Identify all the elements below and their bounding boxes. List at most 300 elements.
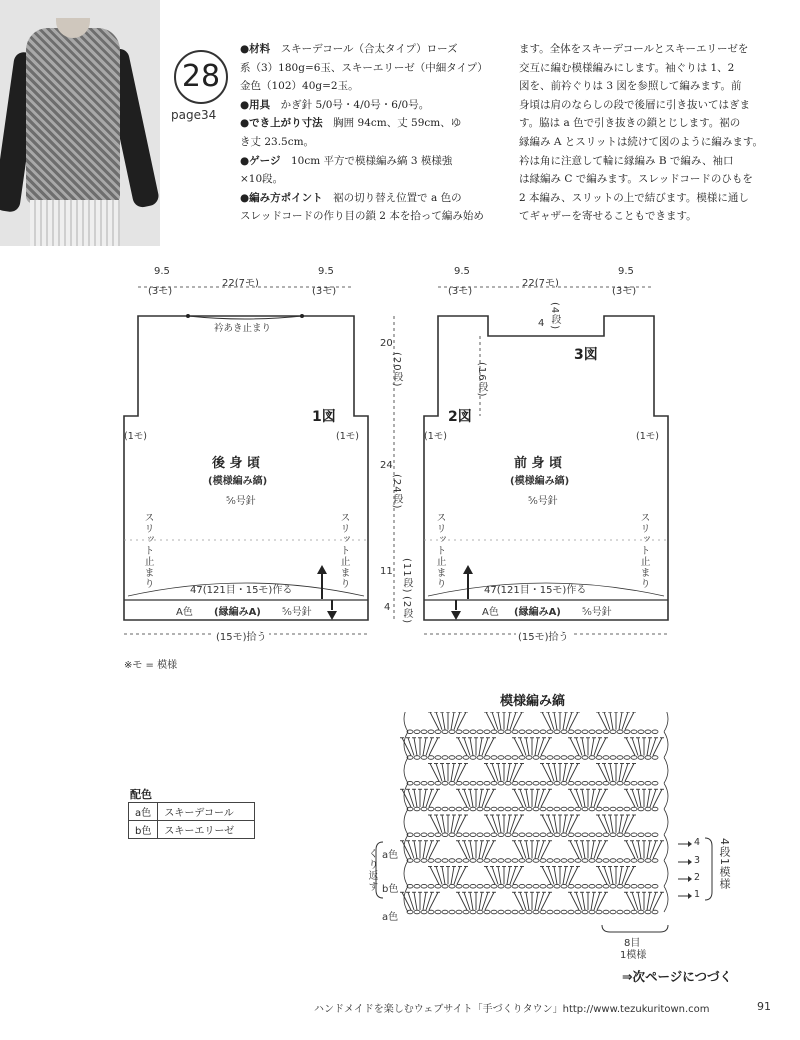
front-side-left: (1モ) [424, 431, 447, 442]
chain-stitch [575, 781, 581, 785]
double-crochet [604, 867, 610, 885]
double-crochet [625, 815, 634, 833]
chain-stitch [484, 859, 490, 863]
double-crochet [541, 738, 550, 756]
back-side-left: (1モ) [124, 431, 147, 442]
description-column-1 [240, 40, 496, 226]
chain-stitch [631, 730, 637, 734]
double-crochet [650, 738, 656, 756]
chain-stitch [596, 756, 602, 760]
double-crochet [604, 815, 610, 833]
chain-stitch [449, 807, 455, 811]
garment-photo [0, 0, 160, 246]
double-crochet [414, 841, 417, 859]
double-crochet [426, 789, 432, 807]
double-crochet [526, 738, 529, 756]
chain-stitch [519, 781, 525, 785]
double-crochet [566, 712, 572, 730]
chain-stitch [512, 730, 518, 734]
pattern-number: 28 [174, 50, 228, 104]
chain-stitch [526, 807, 532, 811]
chain-stitch [505, 833, 511, 837]
chain-stitch [568, 781, 574, 785]
chain-stitch [526, 859, 532, 863]
chain-stitch [603, 884, 609, 888]
chain-stitch [547, 859, 553, 863]
chain-stitch [582, 781, 588, 785]
chain-stitch [484, 756, 490, 760]
chain-stitch [547, 833, 553, 837]
double-crochet [479, 738, 482, 756]
chain-stitch [589, 833, 595, 837]
turning-chain [664, 758, 668, 784]
double-crochet [594, 841, 600, 859]
color-row [129, 803, 255, 821]
chain-stitch [568, 756, 574, 760]
chain-stitch [512, 910, 518, 914]
chain-stitch [638, 884, 644, 888]
double-crochet [442, 815, 445, 833]
row-num-2: 2 [694, 872, 701, 883]
front-top-width-2-mo: (3モ) [612, 286, 637, 297]
double-crochet [485, 789, 494, 807]
double-crochet [598, 815, 607, 833]
chart-bottom-label-1: 8目 [624, 938, 641, 949]
double-crochet [454, 764, 460, 782]
chain-stitch [554, 910, 560, 914]
chain-stitch [463, 884, 469, 888]
description-line: 2 本編み、スリットの上で結びます。模様に通し [519, 191, 749, 204]
double-crochet [554, 867, 557, 885]
back-top-middle: 22(7モ) [222, 278, 259, 289]
description-line: す。脇は a 色で引き抜きの鎖とじします。裾の [519, 117, 741, 130]
double-crochet [479, 841, 482, 859]
double-crochet [638, 841, 641, 859]
chain-stitch [638, 781, 644, 785]
double-crochet [507, 712, 510, 730]
double-crochet [542, 712, 551, 730]
double-crochet [535, 892, 538, 910]
chain-stitch [540, 807, 546, 811]
double-crochet [402, 841, 411, 859]
chain-stitch [540, 833, 546, 837]
double-crochet [520, 892, 526, 910]
double-crochet [454, 867, 460, 885]
back-top-width-2: 9.5 [318, 266, 334, 277]
next-page-label: ⇒次ページにつづく [622, 969, 732, 984]
double-crochet [653, 789, 662, 807]
double-crochet [492, 867, 498, 885]
footer-site: ハンドメイドを楽しむウェブサイト「手づくりタウン」http://www.tezukuritown.com [314, 1004, 710, 1015]
double-crochet [514, 892, 523, 910]
chain-stitch [463, 730, 469, 734]
chain-stitch [477, 910, 483, 914]
chain-stitch [631, 910, 637, 914]
chain-stitch [414, 807, 420, 811]
chain-stitch [554, 807, 560, 811]
double-crochet [570, 892, 579, 910]
chart-left-label-a-top: a色 [382, 850, 399, 861]
height-4-rows: (2段) [401, 596, 412, 625]
chain-stitch [603, 781, 609, 785]
back-slit-left: スリット止まり [142, 512, 153, 589]
double-crochet [626, 738, 635, 756]
chain-stitch [498, 833, 504, 837]
double-crochet [482, 892, 488, 910]
chain-stitch [512, 807, 518, 811]
chain-stitch [484, 833, 490, 837]
chain-stitch [414, 730, 420, 734]
double-crochet [626, 892, 635, 910]
chain-stitch [631, 756, 637, 760]
double-crochet [514, 738, 523, 756]
double-crochet [486, 867, 495, 885]
double-crochet [507, 815, 510, 833]
chain-stitch [477, 859, 483, 863]
double-crochet [464, 892, 470, 910]
chain-stitch [624, 781, 630, 785]
module-note: ※モ = 模様 [124, 660, 178, 671]
chain-stitch [456, 730, 462, 734]
chain-stitch [610, 781, 616, 785]
double-crochet [408, 841, 414, 859]
double-crochet [485, 892, 494, 910]
double-crochet [430, 867, 439, 885]
back-top-width-1: 9.5 [154, 266, 170, 277]
turning-chain [404, 809, 408, 835]
chain-stitch [421, 730, 427, 734]
double-crochet [548, 867, 554, 885]
double-crochet [548, 712, 554, 730]
double-crochet [563, 815, 566, 833]
double-crochet [632, 738, 638, 756]
double-crochet [414, 738, 417, 756]
double-crochet [541, 892, 550, 910]
double-crochet [423, 738, 426, 756]
front-needle: ⁵⁄₀号針 [528, 496, 558, 507]
chain-stitch [477, 833, 483, 837]
chart-repeat-label: くり返す [366, 848, 377, 892]
height-2-rows: (24段) [391, 474, 402, 510]
chain-stitch [435, 730, 441, 734]
chain-stitch [533, 833, 539, 837]
chain-stitch [589, 910, 595, 914]
double-crochet [647, 892, 650, 910]
double-crochet [582, 841, 585, 859]
double-crochet [408, 892, 414, 910]
double-crochet [436, 712, 442, 730]
chain-stitch [617, 730, 623, 734]
back-top-width-2-mo: (3モ) [312, 286, 337, 297]
double-crochet [486, 712, 495, 730]
chain-stitch [533, 781, 539, 785]
double-crochet [436, 867, 442, 885]
page-reference: page34 [171, 108, 217, 122]
front-slit-left: スリット止まり [434, 512, 445, 589]
chain-stitch [463, 807, 469, 811]
chain-stitch [645, 730, 651, 734]
chain-stitch [652, 833, 658, 837]
chain-stitch [498, 910, 504, 914]
chain-stitch [449, 884, 455, 888]
chain-stitch [484, 910, 490, 914]
color-table-title: 配色 [130, 788, 152, 801]
chain-stitch [456, 884, 462, 888]
chain-stitch [624, 833, 630, 837]
double-crochet [414, 789, 417, 807]
double-crochet [513, 764, 522, 782]
chain-stitch [624, 730, 630, 734]
chain-stitch [589, 884, 595, 888]
chain-stitch [477, 807, 483, 811]
chain-stitch [498, 781, 504, 785]
chain-stitch [540, 910, 546, 914]
double-crochet [597, 841, 606, 859]
chain-stitch [442, 807, 448, 811]
double-crochet [569, 764, 578, 782]
double-crochet [548, 815, 554, 833]
back-slit-right: スリット止まり [338, 512, 349, 589]
front-top-width-1-mo: (3モ) [448, 286, 473, 297]
chain-stitch [519, 756, 525, 760]
chain-stitch [421, 833, 427, 837]
chain-stitch [610, 884, 616, 888]
double-crochet [622, 712, 628, 730]
chain-stitch [519, 730, 525, 734]
chain-stitch [484, 884, 490, 888]
double-crochet [520, 841, 526, 859]
front-top-width-1: 9.5 [454, 266, 470, 277]
double-crochet [457, 764, 466, 782]
double-crochet [457, 867, 466, 885]
chain-stitch [589, 730, 595, 734]
chain-stitch [414, 781, 420, 785]
chain-stitch [624, 859, 630, 863]
double-crochet [594, 738, 600, 756]
double-crochet [542, 867, 551, 885]
chain-stitch [421, 884, 427, 888]
chain-stitch [456, 807, 462, 811]
chain-stitch [582, 884, 588, 888]
chain-stitch [442, 859, 448, 863]
chain-stitch [533, 756, 539, 760]
double-crochet [457, 815, 466, 833]
row-num-3: 3 [694, 855, 701, 866]
double-crochet [619, 764, 622, 782]
chain-stitch [596, 781, 602, 785]
chain-stitch [449, 756, 455, 760]
double-crochet [610, 712, 613, 730]
double-crochet [442, 712, 445, 730]
chain-stitch [624, 756, 630, 760]
chain-stitch [428, 833, 434, 837]
double-crochet [570, 841, 579, 859]
chain-stitch [638, 910, 644, 914]
double-crochet [610, 815, 613, 833]
chain-stitch [561, 884, 567, 888]
turning-chain [664, 809, 668, 835]
chain-stitch [505, 910, 511, 914]
front-fig-label: 2図 [448, 409, 472, 425]
chain-stitch [435, 859, 441, 863]
chain-stitch [652, 781, 658, 785]
chain-stitch [582, 833, 588, 837]
chain-stitch [484, 781, 490, 785]
double-crochet [470, 892, 473, 910]
double-crochet [582, 738, 585, 756]
double-crochet [451, 712, 454, 730]
stitch-chart [400, 712, 676, 924]
chain-stitch [645, 807, 651, 811]
double-crochet [538, 738, 544, 756]
chain-stitch [484, 730, 490, 734]
chain-stitch [456, 756, 462, 760]
double-crochet [538, 892, 544, 910]
chain-stitch [603, 756, 609, 760]
double-crochet [442, 764, 445, 782]
chain-stitch [561, 756, 567, 760]
chain-stitch [575, 859, 581, 863]
double-crochet [598, 867, 607, 885]
double-crochet [402, 738, 411, 756]
height-1: 20 [380, 338, 393, 349]
chain-stitch [610, 859, 616, 863]
chain-stitch [477, 781, 483, 785]
double-crochet [604, 764, 610, 782]
double-crochet [597, 738, 606, 756]
double-crochet [486, 815, 495, 833]
turning-chain [404, 835, 408, 861]
chain-stitch [617, 884, 623, 888]
chain-stitch [421, 756, 427, 760]
chain-stitch [428, 781, 434, 785]
chain-stitch [617, 807, 623, 811]
chain-stitch [470, 833, 476, 837]
chain-stitch [610, 910, 616, 914]
chain-stitch [491, 781, 497, 785]
front-cast-on: 47(121目・15モ)作る [484, 585, 587, 596]
turning-chain [664, 861, 668, 887]
double-crochet [426, 738, 432, 756]
row-num-4: 4 [694, 837, 701, 848]
chain-stitch [477, 884, 483, 888]
double-crochet [470, 789, 473, 807]
turning-chain [404, 861, 408, 887]
double-crochet [498, 764, 501, 782]
double-crochet [632, 789, 638, 807]
double-crochet [458, 892, 467, 910]
chain-stitch [631, 807, 637, 811]
double-crochet [479, 892, 482, 910]
row-arrows [678, 838, 694, 902]
description-line: ●用具 かぎ針 5/0号・4/0号・6/0号。 [240, 98, 430, 111]
chain-stitch [491, 884, 497, 888]
double-crochet [619, 867, 622, 885]
double-crochet [638, 738, 641, 756]
chart-right-label: 4段1模様 [718, 838, 731, 890]
double-crochet [610, 867, 613, 885]
chain-stitch [498, 730, 504, 734]
turning-chain [664, 732, 668, 758]
double-crochet [563, 712, 566, 730]
double-crochet [507, 867, 510, 885]
chain-stitch [540, 859, 546, 863]
double-crochet [650, 892, 656, 910]
double-crochet [526, 892, 529, 910]
description-line: ●ゲージ 10cm 平方で模様編み縞 3 模様強 [240, 154, 453, 167]
chain-stitch [470, 730, 476, 734]
chain-stitch [582, 807, 588, 811]
chain-stitch [428, 807, 434, 811]
chain-stitch [456, 910, 462, 914]
chain-stitch [463, 756, 469, 760]
chain-stitch [512, 781, 518, 785]
fig3-label: 3図 [574, 347, 598, 363]
color-key: b色 [129, 821, 158, 839]
chain-stitch [547, 781, 553, 785]
chain-stitch [470, 910, 476, 914]
height-1-rows: (20段) [391, 352, 402, 388]
double-crochet [414, 892, 417, 910]
turning-chain [664, 783, 668, 809]
chain-stitch [603, 730, 609, 734]
double-crochet [430, 712, 439, 730]
double-crochet [597, 892, 606, 910]
back-fig-label: 1図 [312, 409, 336, 425]
chain-stitch [589, 781, 595, 785]
chain-stitch [449, 859, 455, 863]
double-crochet [548, 764, 554, 782]
chain-stitch [554, 781, 560, 785]
double-crochet [464, 738, 470, 756]
height-4: 4 [384, 602, 391, 613]
double-crochet [576, 841, 582, 859]
double-crochet [458, 789, 467, 807]
description-line: ●でき上がり寸法 胸囲 94cm、丈 59cm、ゆ [240, 117, 462, 130]
description-line: 衿は角に注意して輪に縁編み B で編み、袖口 [519, 154, 734, 167]
double-crochet [498, 867, 501, 885]
chain-stitch [575, 884, 581, 888]
chain-stitch [540, 756, 546, 760]
chain-stitch [596, 859, 602, 863]
front-neck-depth: 4 [538, 318, 545, 329]
chain-stitch [554, 833, 560, 837]
double-crochet [402, 789, 411, 807]
chain-stitch [610, 756, 616, 760]
description-line: ×10段。 [240, 173, 284, 186]
chain-stitch [631, 781, 637, 785]
double-crochet [626, 841, 635, 859]
double-crochet [526, 789, 529, 807]
back-subtitle: (模様編み縞) [208, 476, 268, 487]
double-crochet [622, 867, 628, 885]
chain-stitch [505, 807, 511, 811]
chain-stitch [491, 756, 497, 760]
chain-stitch [603, 807, 609, 811]
chain-stitch [596, 807, 602, 811]
chain-stitch [568, 859, 574, 863]
double-crochet [569, 712, 578, 730]
chain-stitch [491, 833, 497, 837]
chain-stitch [645, 833, 651, 837]
chain-stitch [547, 730, 553, 734]
back-collar-label: 衿あき止まり [214, 323, 272, 334]
chain-stitch [456, 833, 462, 837]
chain-stitch [554, 884, 560, 888]
chain-stitch [519, 833, 525, 837]
back-needle: ⁵⁄₀号針 [226, 496, 256, 507]
chain-stitch [554, 756, 560, 760]
